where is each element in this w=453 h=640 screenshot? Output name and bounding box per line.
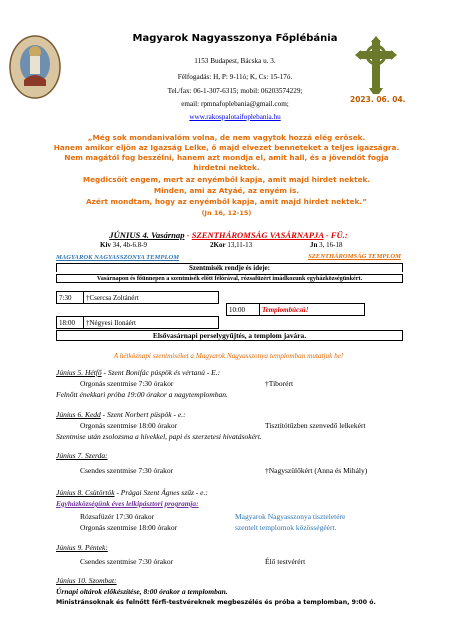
feast-rank: - FÜ.: (323, 230, 348, 240)
day-entry-intention: Magyarok Nagyasszonya tiszteletére (235, 512, 346, 521)
mass-intention: †Négyesi Ilonáért (84, 317, 219, 329)
reading-book: Jn (310, 241, 318, 249)
phone-line: Tel./fax: 06-1-307-6315; mobil: 06203574229; (167, 87, 303, 95)
weekday-notice: A hétköznapi szentmiséket a Magyarok Nagyasszonya templomban mutatjuk be! (113, 352, 344, 360)
parish-logo (8, 34, 62, 100)
day-title: Június 6. Kedd (56, 410, 101, 419)
heading-separator: - (184, 230, 192, 240)
day-entry-label: Csendes szentmise 7:30 órakor (80, 466, 174, 475)
day-entry-label: Rózsafüzér 17:30 órakor (80, 512, 155, 521)
reading-book: Kiv (100, 241, 111, 249)
reading-ref: 3, 16-18 (317, 241, 343, 249)
mass-intention: Templombúcsú! (260, 304, 365, 316)
day-entry-intention: szentelt templomok közösségéért. (235, 523, 337, 532)
day-title: Június 10. Szombat: (56, 576, 117, 585)
day-entry-label: Orgonás szentmise 18:00 órakor (80, 421, 178, 430)
day-title: Június 5. Hétfő (56, 368, 102, 377)
bulletin-date: 2023. 06. 04. (350, 95, 406, 104)
day-heading (56, 451, 108, 460)
day-heading (56, 410, 186, 419)
day-entry-intention: Élő testvérért (265, 557, 306, 566)
gospel-quote-line: Nem magától fog beszélni, hanem azt mondja el, amit hall, és a jövendőt fogja (64, 153, 389, 162)
mass-row (56, 316, 219, 329)
mass-row (56, 291, 219, 304)
day-entry-label: Csendes szentmise 7:30 órakor (80, 557, 174, 566)
day-heading (56, 543, 108, 552)
reading-ref: 34, 4b-6.8-9 (110, 241, 148, 249)
day-note-2: Ministránsoknak és felnőtt férfi-testvéreknek megbeszélés és próba a templomban, 9:00 ó. (56, 599, 376, 606)
church-right: SZENTHÁROMSÁG TEMPLOM (308, 252, 401, 260)
church-left: MAGYAROK NAGYASSZONYA TEMPLOM (56, 253, 180, 261)
mass-time: 7:30 (57, 292, 84, 304)
day-heading (56, 368, 220, 377)
reading-3 (310, 241, 343, 249)
gospel-quote-line: Minden, ami az Atyáé, az enyém is. (153, 186, 300, 195)
reading-2 (210, 241, 252, 249)
day-note: Szentmise után zsolozsma a hívekkel, papi és szerzetesi hivatásokért. (56, 432, 262, 441)
day-entry-intention: †Nagyszülőkért (Anna és Mihály) (265, 466, 368, 475)
reading-ref: 13,11-13 (225, 241, 253, 249)
cross-icon (355, 36, 397, 94)
mass-intention: †Csercsa Zoltánért (84, 292, 219, 304)
gospel-quote-line: Azért mondtam, hogy az enyémből kapja, amit majd hirdet nektek.” (86, 197, 367, 206)
gospel-quote-line: Hanem amikor eljön az Igazság Lelke, ő majd elvezet benneteket a teljes igazságra. (53, 143, 400, 152)
day-heading (56, 488, 208, 497)
day-entry-intention: Tisztítótűzben szenvedő lelkekért (265, 421, 366, 430)
day-saint: - Szent Norbert püspök - e.: (100, 410, 186, 419)
day-title: Június 9. Péntek: (56, 543, 108, 552)
day-saint: - Prágai Szent Ágnes szűz - e.: (114, 488, 208, 497)
mass-schedule-table (56, 251, 401, 262)
schedule-note: Vasárnapon és főünnepen a szentmisék előtt félórával, rózsafüzért imádkozunk egyházközségünkért. (56, 274, 403, 283)
office-hours: Félfogadás: H, P: 9-11ó; K, Cs: 15-17ó. (177, 73, 293, 81)
program-heading: Egyházközségünk éves lelkipásztori programja: (56, 499, 199, 508)
sunday-heading (56, 230, 401, 240)
email-line: email: rpmnafoplebania@gmail.com; (181, 100, 289, 108)
gospel-reference: (Jn 16, 12-15) (201, 209, 252, 217)
day-entry-label: Orgonás szentmise 18:00 órakor (80, 523, 178, 532)
address: 1153 Budapest, Bácska u. 3. (194, 57, 276, 65)
schedule-title: Szentmisék rendje és ideje: (56, 263, 403, 272)
mass-row (226, 303, 365, 316)
day-title: Június 7. Szerda: (56, 451, 108, 460)
website-link[interactable]: www.rakospalotaifoplebania.hu (189, 113, 281, 121)
day-entry-label: Orgonás szentmise 7:30 órakor (80, 379, 174, 388)
parish-title: Magyarok Nagyasszonya Főplébánia (132, 33, 338, 44)
day-note: Úrnapi oltárok előkészítése, 8:00 órakor a templomban. (56, 587, 228, 596)
sunday-date: JÚNIUS 4. Vasárnap (109, 230, 185, 240)
feast-name: SZENTHÁROMSÁG VASÁRNAPJA (191, 230, 324, 240)
gospel-quote-line: hirdetni nektek. (193, 163, 260, 172)
reading-1 (100, 241, 147, 249)
mass-time: 18:00 (57, 317, 84, 329)
day-note: Felnőtt énekkari próba 19:00 órakor a nagytemplomban. (56, 390, 228, 399)
day-heading (56, 576, 117, 585)
day-saint: - Szent Bonifác püspök és vértanú - E.: (101, 368, 221, 377)
mass-time: 10:00 (227, 304, 260, 316)
gospel-quote-line: „Még sok mondanivalóm volna, de nem vagytok hozzá elég erősek. (87, 133, 366, 142)
reading-book: 2Kor (210, 241, 226, 249)
collection-notice: Elsővasárnapi perselygyűjtés, a templom javára. (56, 330, 403, 341)
church-header-row (56, 251, 401, 262)
day-entry-intention: †Tiborért (265, 379, 294, 388)
gospel-quote-line: Megdicsőít engem, mert az enyémből kapja, amit majd hirdet nektek. (82, 175, 371, 184)
day-title: Június 8. Csütörtök (56, 488, 115, 497)
